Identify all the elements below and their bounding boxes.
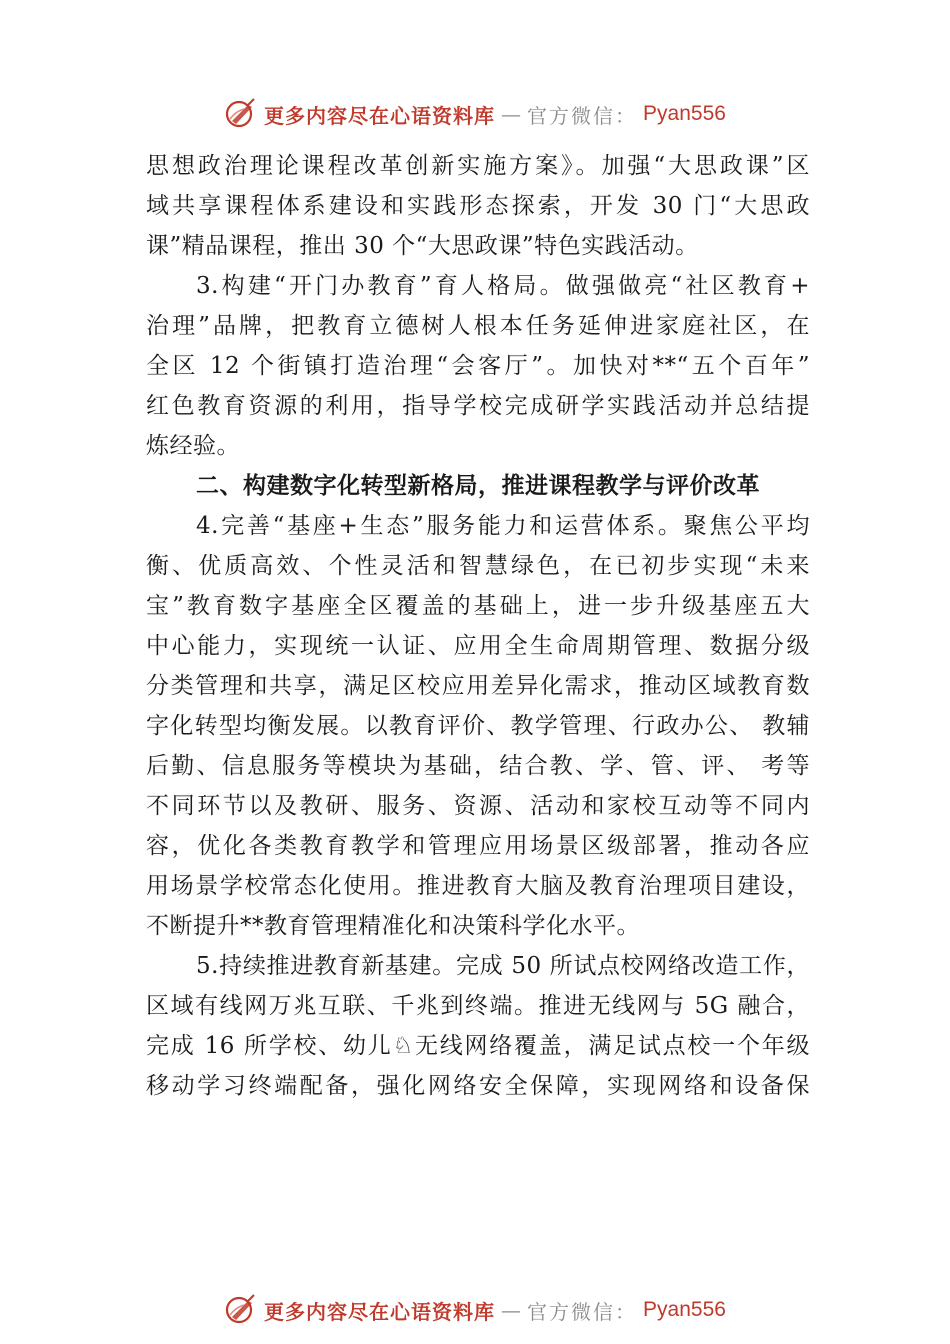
text-line: 容，优化各类教育教学和管理应用场景区级部署，推动各应 — [146, 833, 810, 859]
banner-wechat-id: Pyan556 — [643, 1298, 726, 1321]
text-line: 衡、优质高效、个性灵活和智慧绿色，在已初步实现“未来 — [146, 553, 810, 579]
text-line: 域共享课程体系建设和实践形态探索，开发 30 门“大思政 — [146, 193, 810, 219]
document-body — [146, 146, 810, 1106]
pen-logo-icon — [224, 1293, 258, 1327]
text-line: 后勤、信息服务等模块为基础，结合教、学、管、评、 考等 — [146, 753, 810, 779]
text-line: 字化转型均衡发展。以教育评价、教学管理、行政办公、 教辅 — [146, 713, 810, 739]
text-line: 宝”教育数字基座全区覆盖的基础上，进一步升级基座五大 — [146, 593, 810, 619]
banner-wechat-label: 官方微信： — [527, 1299, 638, 1324]
banner-wechat-label: 官方微信： — [527, 103, 638, 128]
text-line: 区域有线网万兆互联、千兆到终端。推进无线网与 5G 融合， — [146, 993, 810, 1019]
text-line: 4.完善“基座+生态”服务能力和运营体系。聚焦公平均 — [196, 513, 810, 539]
footer-banner — [0, 1290, 950, 1330]
text-line: 5.持续推进教育新基建。完成 50 所试点校网络改造工作， — [196, 953, 810, 979]
text-line: 不断提升**教育管理精准化和决策科学化水平。 — [146, 913, 640, 939]
text-line: 红色教育资源的利用，指导学校完成研学实践活动并总结提 — [146, 393, 810, 419]
text-line: 课”精品课程，推出 30 个“大思政课”特色实践活动。 — [146, 233, 699, 259]
banner-brand-text: 更多内容尽在心语资料库 — [264, 1299, 496, 1324]
text-line: 分类管理和共享，满足区校应用差异化需求，推动区域教育数 — [146, 673, 810, 699]
text-line: 用场景学校常态化使用。推进教育大脑及教育治理项目建设， — [146, 873, 810, 899]
text-line: 治理”品牌，把教育立德树人根本任务延伸进家庭社区，在 — [146, 313, 810, 339]
text-line: 思想政治理论课程改革创新实施方案》。加强“大思政课”区 — [146, 153, 810, 179]
text-line: 不同环节以及教研、服务、资源、活动和家校互动等不同内 — [146, 793, 810, 819]
banner-wechat-id: Pyan556 — [643, 102, 726, 125]
text-line: 3.构建“开门办教育”育人格局。做强做亮“社区教育+ — [196, 273, 810, 299]
header-banner — [0, 94, 950, 134]
banner-brand-text: 更多内容尽在心语资料库 — [264, 103, 496, 128]
banner-separator: — — [501, 1298, 522, 1322]
text-line: 完成 16 所学校、幼儿♘无线网络覆盖，满足试点校一个年级 — [146, 1033, 810, 1059]
text-line: 中心能力，实现统一认证、应用全生命周期管理、数据分级 — [146, 633, 810, 659]
text-line: 移动学习终端配备，强化网络安全保障，实现网络和设备保 — [146, 1073, 810, 1099]
pen-logo-icon — [224, 97, 258, 131]
section-heading: 二、构建数字化转型新格局，推进课程教学与评价改革 — [196, 472, 760, 499]
text-line: 炼经验。 — [146, 433, 240, 459]
text-line: 全区 12 个街镇打造治理“会客厅”。加快对**“五个百年” — [146, 353, 810, 379]
banner-separator: — — [501, 102, 522, 126]
